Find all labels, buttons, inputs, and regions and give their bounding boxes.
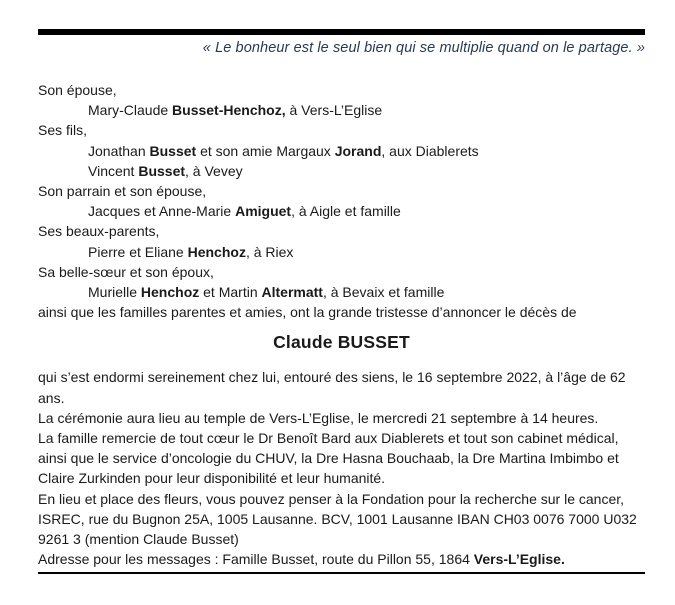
text-segment: , à Vevey xyxy=(185,162,243,179)
surname-bold: Henchoz xyxy=(187,243,246,260)
family-line xyxy=(38,120,645,140)
body-paragraph xyxy=(38,549,645,569)
text-segment: En lieu et place des fleurs, vous pouvez penser à la Fondation pour la recherche sur le cancer, ISREC, rue du Bugnon 25A, 1005 Lausanne. BCV, 1001 Lausanne IBAN CH03 0076 7000 U032 9261 3 (mention Claude Busset) xyxy=(38,490,641,548)
text-segment: Sa belle-sœur et son époux, xyxy=(38,263,214,280)
text-segment: Ses fils, xyxy=(38,122,88,139)
family-line xyxy=(38,221,645,241)
family-line xyxy=(38,80,645,100)
text-segment: Son épouse, xyxy=(38,82,117,98)
family-list xyxy=(38,80,645,322)
surname-bold: Jorand xyxy=(334,142,382,159)
body-paragraph xyxy=(38,408,645,428)
surname-bold: Altermatt xyxy=(261,284,323,301)
text-segment: , à Aigle et famille xyxy=(291,203,401,220)
surname-bold: Henchoz xyxy=(140,284,200,301)
surname-bold: Amiguet xyxy=(235,203,292,220)
text-segment: qui s’est endormi sereinement chez lui, entouré des siens, le 16 septembre 2022, à l’âge de 62 ans. xyxy=(38,369,630,406)
family-line xyxy=(38,262,645,282)
deceased-name: Claude BUSSET xyxy=(273,332,410,353)
surname-bold: Busset xyxy=(138,162,186,179)
text-segment: La cérémonie aura lieu au temple de Vers-L’Eglise, le mercredi 21 septembre à 14 heures. xyxy=(38,409,599,426)
text-segment: , à Bevaix et famille xyxy=(322,284,445,301)
text-segment: et son amie Margaux xyxy=(196,142,335,159)
family-line xyxy=(38,100,645,120)
text-segment: Murielle xyxy=(88,284,141,301)
text-segment: Vincent xyxy=(88,162,139,179)
memorial-quote: « Le bonheur est le seul bien qui se multiplie quand on le partage. » xyxy=(202,40,645,56)
text-segment: , aux Diablerets xyxy=(381,142,479,159)
surname-bold: Vers-L’Eglise. xyxy=(473,551,565,568)
surname-bold: Busset xyxy=(149,142,197,159)
family-line xyxy=(38,161,645,181)
text-segment: Son parrain et son épouse, xyxy=(38,183,207,200)
text-segment: Ses beaux-parents, xyxy=(38,223,160,240)
family-line xyxy=(38,242,645,262)
text-segment: Pierre et Eliane xyxy=(88,243,188,260)
bottom-rule xyxy=(38,572,645,574)
family-line xyxy=(38,282,645,302)
text-segment: Adresse pour les messages : Famille Busset, route du Pillon 55, 1864 xyxy=(38,551,474,568)
text-segment: à Vers-L’Eglise xyxy=(285,102,383,119)
top-rule xyxy=(38,29,645,35)
family-line xyxy=(38,181,645,201)
body-paragraph xyxy=(38,428,645,489)
family-line xyxy=(38,201,645,221)
text-segment: La famille remercie de tout cœur le Dr Benoît Bard aux Diablerets et tout son cabinet médical, ainsi que le service d’oncologie du CHUV, la Dre Hasna Bouchaab, la Dre Martina Imbimbo et Claire Zurkinden pour leur disponibilité et leur humanité. xyxy=(38,430,623,487)
surname-bold: Busset-Henchoz, xyxy=(172,102,286,119)
text-segment: , à Riex xyxy=(245,243,294,260)
body-paragraphs xyxy=(38,367,645,569)
text-segment: et Martin xyxy=(199,284,262,301)
text-segment: Jonathan xyxy=(88,142,150,159)
body-paragraph xyxy=(38,367,645,407)
family-line xyxy=(38,141,645,161)
text-segment: Jacques et Anne-Marie xyxy=(88,203,236,220)
body-paragraph xyxy=(38,489,645,550)
text-segment: Mary-Claude xyxy=(88,102,173,119)
family-line xyxy=(38,302,645,322)
text-segment: ainsi que les familles parentes et amies, ont la grande tristesse d’annoncer le décès de xyxy=(38,304,577,321)
